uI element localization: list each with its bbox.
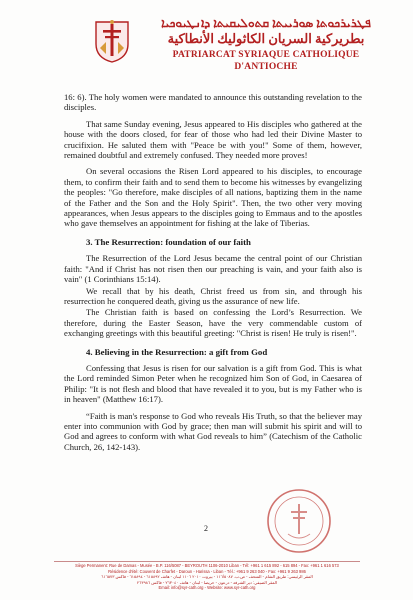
paragraph: “Faith is man's response to God who reveals His Truth, so that the believer may enter into communion with God by grace; then man will submit his spirit and will to God and agrees to conform with what God reveals to him” (Catechism of the Catholic Church, 26, 142-143). <box>64 410 362 452</box>
section-heading: 3. The Resurrection: foundation of our faith <box>86 236 251 247</box>
footer-address-line: Résidence d'été: Couvent de Charfet - Daroun - Harissa - Liban - Tél.: +961 9 263 040 - Fax: +961 9 263 986 <box>108 568 306 574</box>
paragraph: On several occasions the Risen Lord appeared to his disciples, to encourage them, to confirm their faith and to send them to become his witnesses by evangelizing the peoples: "Go therefore, make disciples of all nations, baptizing them in the name of the Father and the Son and the Holy Spirit". Then, the two other very moving appearances, when Jesus appears to the disciples going to Emmaus and to the apostles who gave themselves an appointment for fishing at the lake of Tiberias. <box>64 166 362 229</box>
page-number: 2 <box>204 524 208 533</box>
paragraph: The Christian faith is based on confessing the Lord’s Resurrection. We therefore, during the Easter Season, have the very commendable custom of exchanging greetings with this beautiful greeting: "Christ is risen! He truly is risen!". <box>64 307 362 339</box>
paragraph: We recall that by his death, Christ freed us from sin, and through his resurrection he conquered death, giving us the assurance of new life. <box>64 285 362 306</box>
footer-divider <box>54 561 360 562</box>
section-heading: 4. Believing in the Resurrection: a gift from God <box>86 346 268 357</box>
header-arabic-title: بطريركية السريان الكاثوليك الأنطاكية <box>167 31 365 46</box>
official-seal-stamp <box>266 488 332 554</box>
footer-contact-line: Email: info@syr-cath.org - Website: www.syr-cath.org <box>158 585 256 591</box>
paragraph: That same Sunday evening, Jesus appeared to His disciples who gathered at the house with the doors closed, for fear of those who had led their Divine Master to crucifixion. He saluted them with "Peace be with you!" Some of them, however, remained doubtful and extremely confused. They needed more proves! <box>64 118 362 161</box>
letter-body <box>64 92 362 458</box>
letterhead-footer <box>54 563 360 591</box>
patriarchate-logo <box>92 18 132 64</box>
footer-address-line: Siège Permanent: Rue de Damas - Musée - B.P. 116/5087 - BEYROUTH 1106-2010 Liban - Tél: +961 1 615 892 - 615 894 - Fax: +961 1 616 573 <box>75 563 339 568</box>
paragraph: Confessing that Jesus is risen for our salvation is a gift from God. This is what the Lord reminded Simon Peter when he recognized him Son of God, in Caesarea of Philip: "It is not flesh and blood that have revealed it to you, but is my Father who is in heaven" (Matthew 16:17). <box>64 362 362 405</box>
footer-arabic-line: المقر الرئيسي: طريق الشام - المتحف - ص.ب. ١١٦/٥٠٨٧ - بيروت ٢٠١٠ ١١٠٦ لبنان - هاتف ٦١٥٨٩٢ - ٦١٥٨٩٤ - فاكس ٦١٦٥٧٣ <box>101 574 313 580</box>
paragraph: 16: 6). The holy women were mandated to announce this outstanding revelation to the disciples. <box>64 92 362 113</box>
header-syriac-title: ܦܛܪܝܪܟܘܬܐ ܣܘܪܝܝܬܐ ܩܬܘܠܝܩܝܬܐ ܕܐܢܛܝܘܟܝܐ <box>161 16 371 30</box>
header-latin-title: PATRIARCAT SYRIAQUE CATHOLIQUE D'ANTIOCHE <box>172 50 360 72</box>
footer-arabic-line: المقر الصيفي: دير الشرفة - درعون - حريصا - لبنان - هاتف ٢٦٣٠٤٠ - فاكس ٢٦٣٩٨٦ <box>136 579 278 585</box>
paragraph: The Resurrection of the Lord Jesus became the central point of our Christian faith: "And if Christ has not risen then our preaching is vain, and your faith also is vain" (1 Corinthians 15:14). <box>64 253 362 285</box>
